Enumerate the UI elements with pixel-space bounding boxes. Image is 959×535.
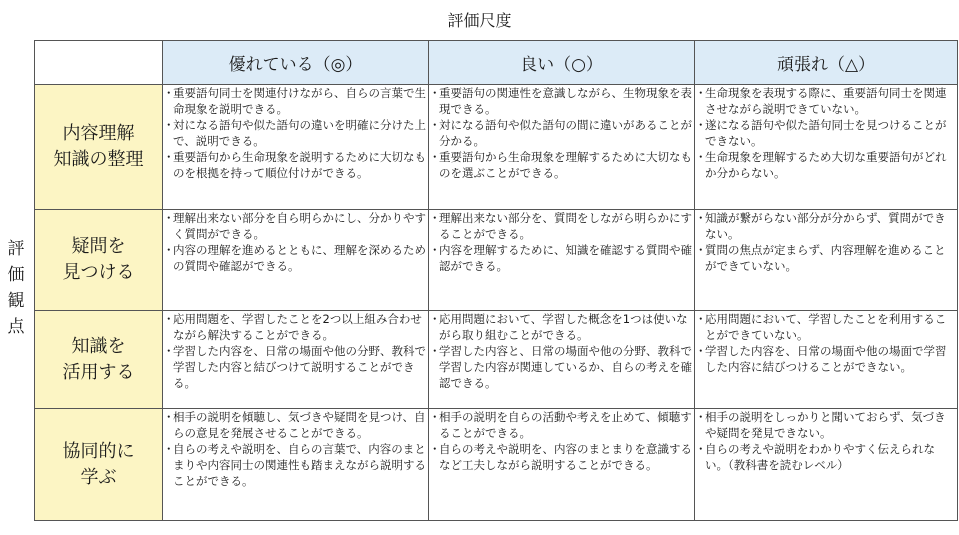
criteria-cell xyxy=(163,409,429,521)
criteria-cell xyxy=(695,85,958,210)
row-header-line: 協同的に xyxy=(62,440,135,462)
criteria-item: ・ 応用問題を、学習したことを2つ以上組み合わせながら解決することができる。 xyxy=(163,311,428,343)
criteria-item: ・ 内容を理解するために、知識を確認する質問や確認ができる。 xyxy=(429,242,694,274)
side-label-char: 価 xyxy=(7,265,25,285)
criteria-item: ・ 対になる語句や似た語句の違いを明確に分けた上で、説明できる。 xyxy=(163,117,428,149)
column-header-good: 良い（○） xyxy=(429,41,695,85)
table-row xyxy=(35,210,958,311)
criteria-item: ・ 遂になる語句や似た語句同士を見つけることができない。 xyxy=(695,117,957,149)
criteria-cell xyxy=(429,409,695,521)
criteria-item: ・ 生命現象を理解するため大切な重要語句がどれか分からない。 xyxy=(695,149,957,181)
rubric-scale-title: 評価尺度 xyxy=(447,11,512,30)
criteria-cell xyxy=(429,85,695,210)
criteria-item: ・ 理解出来ない部分を自ら明らかにし、分かりやすく質問ができる。 xyxy=(163,210,428,242)
criteria-item: ・ 重要語句から生命現象を説明するために大切なものを根拠を持って順位付けができる。 xyxy=(163,149,428,181)
row-header-line: 疑問を xyxy=(71,236,126,257)
criteria-item: ・ 学習した内容を、日常の場面や他の場面で学習した内容に結びつけることができない。 xyxy=(695,343,957,375)
criteria-item: ・ 自らの考えや説明を、自らの言葉で、内容のまとまりや内容同士の関連性も踏まえながら説明することができる。 xyxy=(163,441,428,489)
corner-cell xyxy=(35,41,163,85)
row-header-line: 内容理解 xyxy=(62,123,135,144)
criteria-item: ・ 知識が繋がらない部分が分からず、質問ができない。 xyxy=(695,210,957,242)
criteria-cell xyxy=(163,311,429,409)
criteria-cell xyxy=(695,311,958,409)
criteria-item: ・ 自らの考えや説明をわかりやすく伝えられない。（教科書を読むレベル） xyxy=(695,441,957,473)
rubric-table xyxy=(34,40,958,521)
criteria-item: ・ 対になる語句や似た語句の間に違いがあることが分かる。 xyxy=(429,117,694,149)
row-header-content-understanding xyxy=(35,85,163,210)
criteria-cell xyxy=(429,311,695,409)
criteria-item: ・ 相手の説明を自らの活動や考えを止めて、傾聴することができる。 xyxy=(429,409,694,441)
criteria-item: ・ 内容の理解を進めるとともに、理解を深めるための質問や確認ができる。 xyxy=(163,242,428,274)
table-row xyxy=(35,311,958,409)
criteria-item: ・ 学習した内容を、日常の場面や他の分野、教科で学習した内容と結びつけて説明することができる。 xyxy=(163,343,428,391)
row-header-find-questions xyxy=(35,210,163,311)
header-row xyxy=(35,41,958,85)
row-header-line: 知識を xyxy=(71,335,126,357)
criteria-item: ・ 質問の焦点が定まらず、内容理解を進めることができていない。 xyxy=(695,242,957,274)
criteria-cell xyxy=(163,210,429,311)
criteria-item: ・ 重要語句の関連性を意識しながら、生物現象を表現できる。 xyxy=(429,85,694,117)
criteria-item: ・ 学習した内容と、日常の場面や他の分野、教科で学習した内容が関連しているか、自らの考えを確認できる。 xyxy=(429,343,694,391)
criteria-item: ・ 応用問題において、学習した概念を1つは使いながら取り組むことができる。 xyxy=(429,311,694,343)
side-label-char: 観 xyxy=(7,291,25,311)
side-label-char: 評 xyxy=(7,239,25,259)
row-header-line: 知識の整理 xyxy=(53,149,144,170)
criteria-cell xyxy=(429,210,695,311)
criteria-item: ・ 生命現象を表現する際に、重要語句同士を関連させながら説明できていない。 xyxy=(695,85,957,117)
criteria-cell xyxy=(163,85,429,210)
criteria-cell xyxy=(695,409,958,521)
evaluation-viewpoint-label xyxy=(4,236,28,340)
criteria-item: ・ 相手の説明をしっかりと聞いておらず、気づきや疑問を発見できない。 xyxy=(695,409,957,441)
column-header-excellent: 優れている（◎） xyxy=(163,41,429,85)
row-header-apply-knowledge xyxy=(35,311,163,409)
criteria-item: ・ 重要語句から生命現象を理解するために大切なものを選ぶことができる。 xyxy=(429,149,694,181)
criteria-cell xyxy=(695,210,958,311)
row-header-line: 活用する xyxy=(62,361,135,383)
column-header-try-harder: 頑張れ（△） xyxy=(695,41,958,85)
criteria-item: ・ 理解出来ない部分を、質問をしながら明らかにすることができる。 xyxy=(429,210,694,242)
criteria-item: ・ 重要語句同士を関連付けながら、自らの言葉で生命現象を説明できる。 xyxy=(163,85,428,117)
criteria-item: ・ 応用問題において、学習したことを利用することができていない。 xyxy=(695,311,957,343)
criteria-item: ・ 相手の説明を傾聴し、気づきや疑問を見つけ、自らの意見を発展させることができる。 xyxy=(163,409,428,441)
criteria-item: ・ 自らの考えや説明を、内容のまとまりを意識するなど工夫しながら説明することができる。 xyxy=(429,441,694,473)
row-header-line: 見つける xyxy=(62,262,135,283)
side-label-char: 点 xyxy=(7,317,25,337)
row-header-line: 学ぶ xyxy=(80,466,117,488)
row-header-collaborative-learning xyxy=(35,409,163,521)
table-row xyxy=(35,409,958,521)
table-row xyxy=(35,85,958,210)
